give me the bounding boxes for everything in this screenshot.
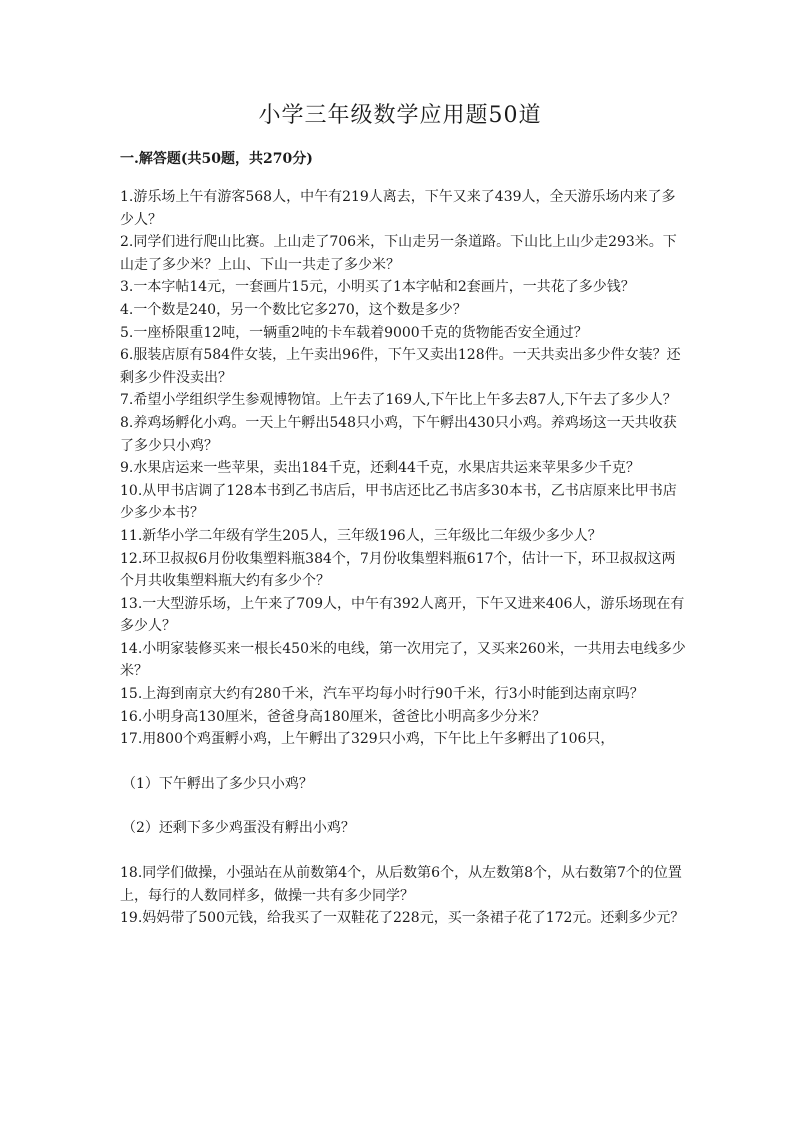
question-list (120, 186, 688, 930)
question-17: 17.用800个鸡蛋孵小鸡，上午孵出了329只小鸡，下午比上午多孵出了106只， (120, 731, 615, 748)
section-title: 一.解答题(共50题，共270分) (120, 151, 313, 167)
question-13: 13.一大型游乐场，上午来了709人，中午有392人离开，下午又进来406人，游乐场现在有多少人？ (120, 595, 685, 635)
question-14: 14.小明家装修买来一根长450米的电线，第一次用完了，又买来260米，一共用去电线多少米？ (120, 640, 686, 680)
question-8: 8.养鸡场孵化小鸡。一天上午孵出548只小鸡，下午孵出430只小鸡。养鸡场这一天共收获了多少只小鸡？ (120, 414, 677, 454)
question-18: 18.同学们做操，小强站在从前数第4个，从后数第6个，从左数第8个，从右数第7个的位置上，每行的人数同样多，做操一共有多少同学？ (120, 865, 682, 904)
question-4: 4.一个数是240，另一个数比它多270，这个数是多少？ (120, 301, 467, 318)
question-19: 19.妈妈带了500元钱，给我买了一双鞋花了228元，买一条裙子花了172元。还剩多少元？ (120, 910, 685, 927)
question-9: 9.水果店运来一些苹果，卖出184千克，还剩44千克，水果店共运来苹果多少千克？ (120, 460, 640, 477)
question-7: 7.希望小学组织学生参观博物馆。上午去了169人,下午比上午多去87人,下午去了多少人？ (120, 392, 677, 409)
question-5: 5.一座桥限重12吨，一辆重2吨的卡车载着9000千克的货物能否安全通过？ (120, 324, 588, 341)
question-1: 1.游乐场上午有游客568人，中午有219人离去，下午又来了439人，全天游乐场内来了多少人？ (120, 189, 676, 228)
question-11: 11.新华小学二年级有学生205人，三年级196人，三年级比二年级少多少人？ (120, 527, 602, 544)
question-6: 6.服装店原有584件女装，上午卖出96件，下午又卖出128件。一天共卖出多少件女装？还剩多少件没卖出？ (120, 347, 681, 386)
document-title: 小学三年级数学应用题50道 (258, 103, 542, 128)
question-3: 3.一本字帖14元，一套画片15元，小明买了1本字帖和2套画片，一共花了多少钱？ (120, 279, 635, 296)
question-12: 12.环卫叔叔6月份收集塑料瓶384个，7月份收集塑料瓶617个，估计一下，环卫叔叔这两个月共收集塑料瓶大约有多少个？ (120, 550, 676, 590)
sub-question-17-1: （1）下午孵出了多少只小鸡？ (122, 775, 313, 792)
question-10: 10.从甲书店调了128本书到乙书店后，甲书店还比乙书店多30本书，乙书店原来比甲书店少多少本书？ (120, 482, 677, 522)
question-15: 15.上海到南京大约有280千米，汽车平均每小时行90千米，行3小时能到达南京吗？ (120, 686, 644, 703)
question-16: 16.小明身高130厘米，爸爸身高180厘米，爸爸比小明高多少分米？ (120, 708, 546, 725)
sub-question-17-2: （2）还剩下多少鸡蛋没有孵出小鸡？ (122, 820, 355, 837)
question-2: 2.同学们进行爬山比赛。上山走了706米，下山走另一条道路。下山比上山少走293米。下山走了多少米？上山、下山一共走了多少米？ (120, 234, 677, 273)
